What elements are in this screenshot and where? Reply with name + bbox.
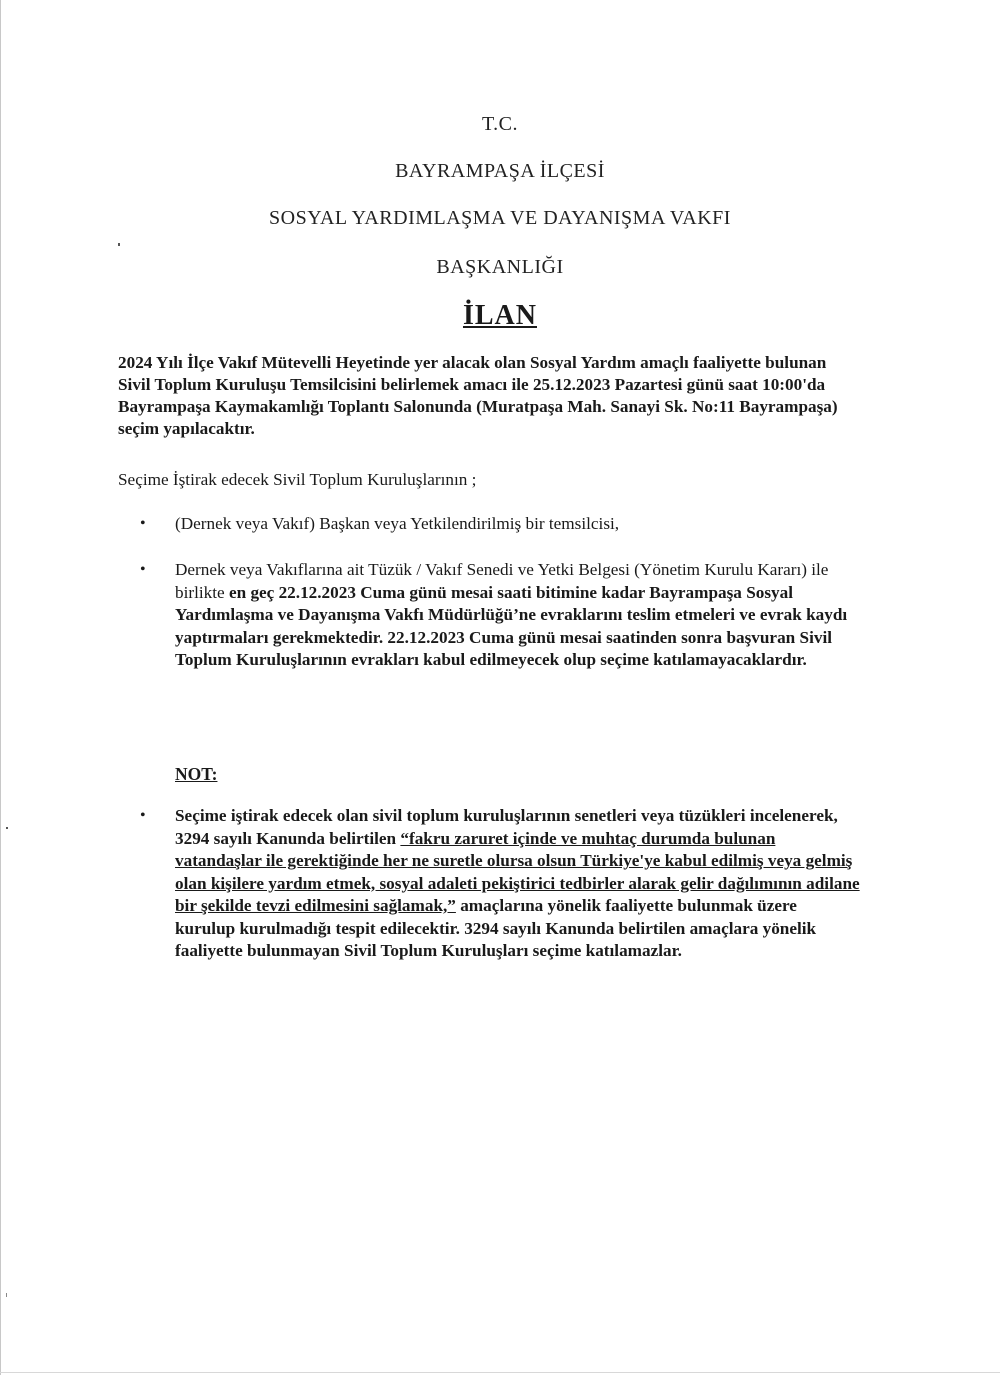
list-item-text-plain: Dernek veya Vakıflarına ait Tüzük / Vakıf Senedi ve Yetki Belgesi (Yönetim Kurulu Kararı) ile birlikte — [175, 560, 829, 602]
list-item — [140, 559, 860, 672]
list-item-text — [175, 559, 860, 672]
scan-speck — [118, 243, 120, 246]
bullet-icon: • — [140, 561, 146, 578]
note-label: NOT: — [175, 764, 218, 784]
note-text-part1: Seçime iştirak edecek olan sivil toplum kuruluşlarının senetleri veya tüzükleri incelenerek, 3294 sayılı Kanunda belirtilen — [175, 806, 838, 848]
note-text — [175, 805, 860, 963]
header-foundation: SOSYAL YARDIMLAŞMA VE DAYANIŞMA VAKFI — [269, 207, 731, 229]
lead-paragraph: Seçime İştirak edecek Sivil Toplum Kuruluşlarının ; — [118, 470, 477, 489]
header-tc: T.C. — [481, 113, 519, 135]
bullet-icon: • — [140, 807, 146, 824]
bullet-icon: • — [140, 515, 146, 532]
scan-speck — [6, 1293, 7, 1297]
intro-paragraph: 2024 Yılı İlçe Vakıf Mütevelli Heyetinde yer alacak olan Sosyal Yardım amaçlı faaliyette bulunan Sivil Toplum Kuruluşu Temsilcisini belirlemek amacı ile 25.12.2023 Pazartesi günü saat 10:00'da Bayrampaşa Kaymakamlığı Toplantı Salonunda (Muratpaşa Mah. Sanayi Sk. No:11 Bayrampaşa) seçim yapılacaktır. — [118, 353, 838, 438]
page-title: İLAN — [462, 300, 537, 331]
scan-edge-bottom — [0, 1372, 1000, 1373]
note-quote: “fakru zaruret içinde ve muhtaç durumda bulunan vatandaşlar ile gerektiğinde her ne suretle olursa olsun Türkiye'ye kabul edilmiş veya gelmiş olan kişilere yardım etmek, sosyal adaleti pekiştirici tedbirler alarak gelir dağılımının adilane bir şekilde tevzi edilmesini sağlamak,” — [175, 828, 860, 915]
list-item-text: (Dernek veya Vakıf) Başkan veya Yetkilendirilmiş bir temsilcisi, — [175, 514, 620, 533]
list-item-text-bold: en geç 22.12.2023 Cuma günü mesai saati bitimine kadar Bayrampaşa Sosyal Yardımlaşma ve Dayanışma Vakfı Müdürlüğü’ne evraklarını teslim etmeleri ve evrak kaydı yaptırmaları gerekmektedir. 22.12.2023 Cuma günü mesai saatinden sonra başvuran Sivil Toplum Kuruluşlarının evrakları kabul edilmeyecek olup seçime katılamayacaklardır. — [175, 582, 848, 669]
list-item — [140, 513, 860, 536]
note-text-part2: amaçlarına yönelik faaliyette bulunmak üzere kurulup kurulmadığı tespit edilecektir. 3294 sayılı Kanunda belirtilen amaçlara yönelik faaliyette bulunmayan Sivil Toplum Kuruluşları seçime katılamazlar. — [175, 896, 817, 960]
header-presidency: BAŞKANLIĞI — [436, 256, 564, 278]
scan-speck — [6, 827, 8, 829]
list-item — [140, 805, 860, 963]
header-district: BAYRAMPAŞA İLÇESİ — [395, 160, 605, 182]
